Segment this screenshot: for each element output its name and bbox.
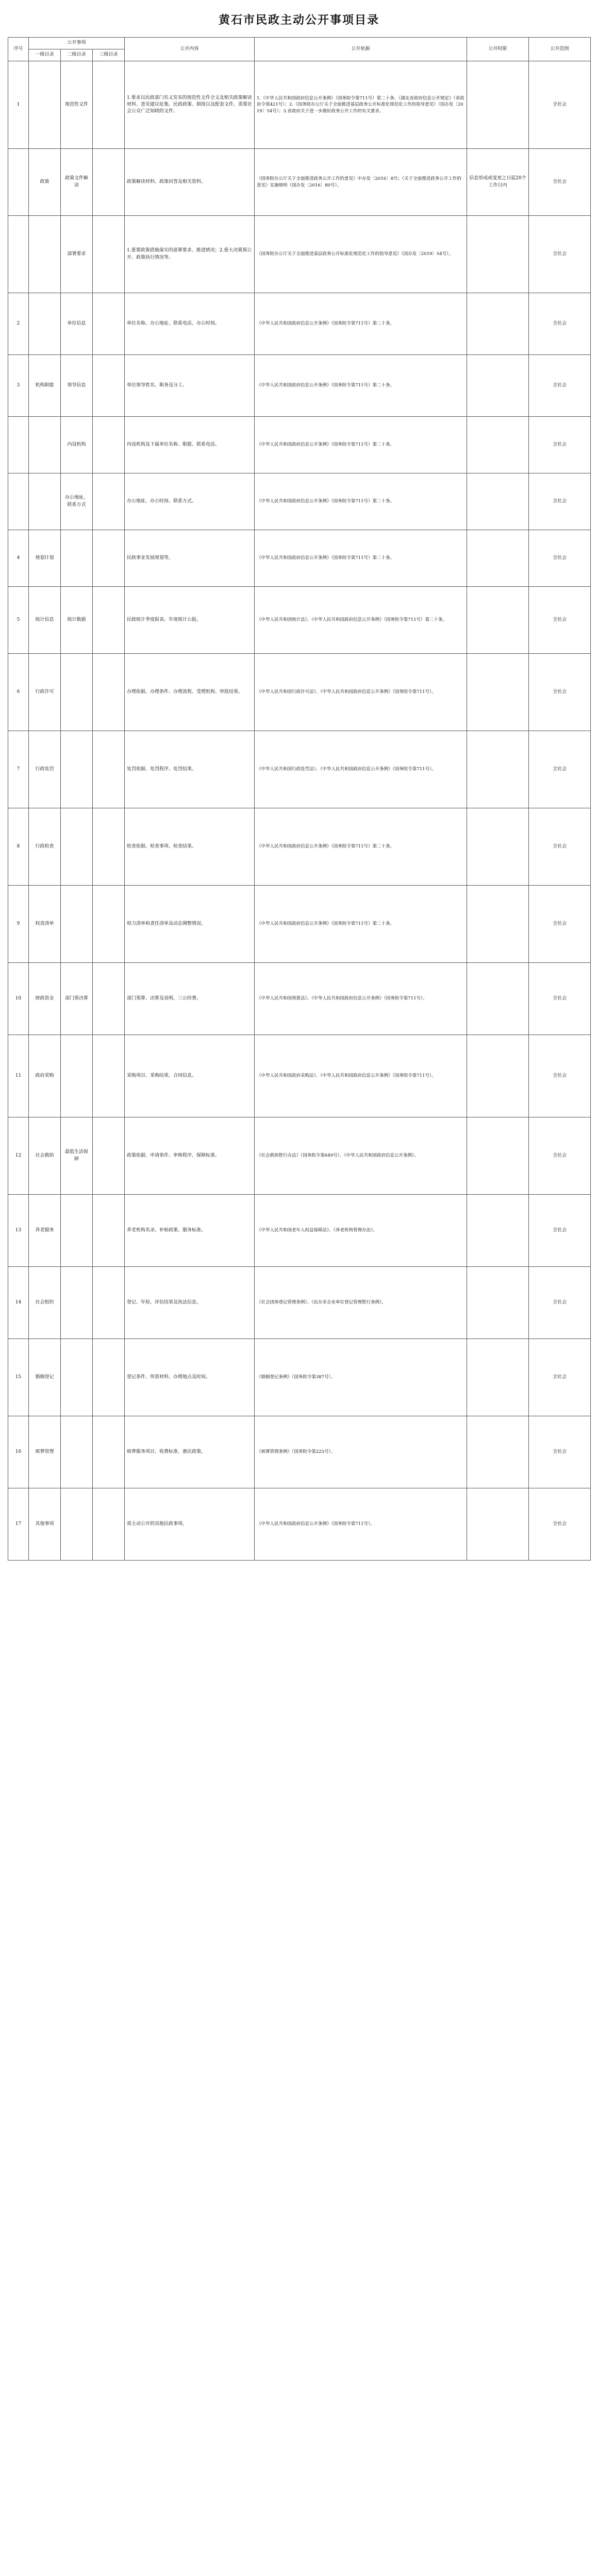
row-basis: 《中华人民共和国统计法》、《中华人民共和国政府信息公开条例》（国务院令第711号）第二十条。 <box>255 587 467 654</box>
row-level3 <box>93 1195 125 1267</box>
row-level3 <box>93 293 125 355</box>
row-scope: 全社会 <box>529 1035 591 1117</box>
header-content: 公开内容 <box>125 38 255 61</box>
row-basis: 《中华人民共和国政府信息公开条例》（国务院令第711号）第二十条。 <box>255 417 467 473</box>
row-basis: 《婚姻登记条例》（国务院令第387号）。 <box>255 1339 467 1416</box>
row-level2: 领导信息 <box>61 355 93 417</box>
table-row <box>8 1267 591 1339</box>
row-content: 单位领导姓名、职务及分工。 <box>125 355 255 417</box>
row-period <box>467 530 529 587</box>
row-period <box>467 1488 529 1561</box>
row-level1: 行政处罚 <box>29 731 61 808</box>
row-content: 1.重要政策措施落实的部署要求、推进情况；2.重大决策预公开、政策执行情况等。 <box>125 216 255 293</box>
row-content: 权力清单和责任清单及动态调整情况。 <box>125 886 255 963</box>
row-no: 15 <box>8 1339 29 1416</box>
row-level1: 殡葬管理 <box>29 1416 61 1488</box>
header-level1: 一级目录 <box>29 49 61 61</box>
disclosure-catalog-table <box>8 37 591 1561</box>
row-content: 办理依据、办理条件、办理流程、受理机构、审批结果。 <box>125 654 255 731</box>
row-period <box>467 1267 529 1339</box>
row-level3 <box>93 808 125 886</box>
row-no: 9 <box>8 886 29 963</box>
row-basis: 《社会团体登记管理条例》、《民办非企业单位登记管理暂行条例》。 <box>255 1267 467 1339</box>
header-items: 公开事项 <box>29 38 125 49</box>
page-title: 黄石市民政主动公开事项目录 <box>218 13 379 27</box>
row-basis: 《国务院办公厅关于全面推进政务公开工作的意见》中办发〔2016〕8号；《关于全面推进政务公开工作的意见》实施细则（国办发〔2016〕80号）。 <box>255 149 467 216</box>
table-row <box>8 530 591 587</box>
row-no: 4 <box>8 530 29 587</box>
row-scope: 全社会 <box>529 1339 591 1416</box>
row-content: 采购项目、采购结果、合同信息。 <box>125 1035 255 1117</box>
row-level3 <box>93 216 125 293</box>
table-row <box>8 1416 591 1488</box>
row-period <box>467 1416 529 1488</box>
row-no: 12 <box>8 1117 29 1195</box>
row-level1 <box>29 473 61 530</box>
row-level3 <box>93 417 125 473</box>
row-level1: 机构职能 <box>29 355 61 417</box>
row-period <box>467 1339 529 1416</box>
row-level3 <box>93 1488 125 1561</box>
row-level3 <box>93 886 125 963</box>
row-scope: 全社会 <box>529 963 591 1035</box>
row-scope: 全社会 <box>529 654 591 731</box>
row-level3 <box>93 1117 125 1195</box>
row-period <box>467 293 529 355</box>
row-level1: 婚姻登记 <box>29 1339 61 1416</box>
row-no <box>8 473 29 530</box>
row-level3 <box>93 731 125 808</box>
row-basis: 《中华人民共和国政府信息公开条例》（国务院令第711号）第二十条。 <box>255 293 467 355</box>
row-level3 <box>93 355 125 417</box>
row-content: 处罚依据、处罚程序、处罚结果。 <box>125 731 255 808</box>
row-scope: 全社会 <box>529 1117 591 1195</box>
row-period <box>467 963 529 1035</box>
row-scope: 全社会 <box>529 355 591 417</box>
table-row <box>8 1195 591 1267</box>
row-level2 <box>61 1195 93 1267</box>
row-level1: 财政资金 <box>29 963 61 1035</box>
row-basis: 《中华人民共和国政府信息公开条例》（国务院令第711号）第二十条。 <box>255 355 467 417</box>
row-level1: 养老服务 <box>29 1195 61 1267</box>
row-level3 <box>93 61 125 149</box>
row-level2: 单位信息 <box>61 293 93 355</box>
row-level3 <box>93 473 125 530</box>
row-basis: 《中华人民共和国政府信息公开条例》（国务院令第711号）第二十条。 <box>255 808 467 886</box>
row-scope: 全社会 <box>529 216 591 293</box>
row-scope: 全社会 <box>529 61 591 149</box>
row-basis: 《中华人民共和国行政许可法》、《中华人民共和国政府信息公开条例》（国务院令第711号）。 <box>255 654 467 731</box>
row-no <box>8 216 29 293</box>
table-row <box>8 731 591 808</box>
table-row <box>8 61 591 149</box>
row-level3 <box>93 149 125 216</box>
table-row <box>8 417 591 473</box>
table-body <box>8 61 591 1561</box>
row-period <box>467 355 529 417</box>
row-basis: 《中华人民共和国行政处罚法》、《中华人民共和国政府信息公开条例》（国务院令第711号）。 <box>255 731 467 808</box>
table-row <box>8 473 591 530</box>
row-level3 <box>93 530 125 587</box>
row-no: 7 <box>8 731 29 808</box>
table-row <box>8 963 591 1035</box>
row-basis: 《中华人民共和国老年人权益保障法》、《养老机构管理办法》。 <box>255 1195 467 1267</box>
row-basis: 《中华人民共和国政府采购法》、《中华人民共和国政府信息公开条例》（国务院令第711号）。 <box>255 1035 467 1117</box>
row-scope: 全社会 <box>529 1488 591 1561</box>
row-no: 5 <box>8 587 29 654</box>
row-content: 需主动公开的其他民政事项。 <box>125 1488 255 1561</box>
row-level2: 规范性文件 <box>61 61 93 149</box>
row-period <box>467 654 529 731</box>
header-basis: 公开依据 <box>255 38 467 61</box>
row-level2: 统计数据 <box>61 587 93 654</box>
row-content: 办公地址、办公时间、联系方式。 <box>125 473 255 530</box>
table-row <box>8 149 591 216</box>
row-level2 <box>61 1035 93 1117</box>
table-row <box>8 587 591 654</box>
row-period <box>467 61 529 149</box>
row-period <box>467 473 529 530</box>
header-row-top <box>8 38 591 49</box>
row-period <box>467 587 529 654</box>
header-period: 公开时限 <box>467 38 529 61</box>
row-level1: 政府采购 <box>29 1035 61 1117</box>
row-period <box>467 1035 529 1117</box>
row-content: 单位名称、办公地址、联系电话、办公时间。 <box>125 293 255 355</box>
row-basis: 《中华人民共和国政府信息公开条例》（国务院令第711号）。 <box>255 1488 467 1561</box>
row-content: 民政统计季度报表、年度统计公报。 <box>125 587 255 654</box>
row-scope: 全社会 <box>529 1416 591 1488</box>
row-content: 检查依据、检查事项、检查结果。 <box>125 808 255 886</box>
row-level1: 权责清单 <box>29 886 61 963</box>
row-level2: 政策文件解读 <box>61 149 93 216</box>
row-level2 <box>61 654 93 731</box>
row-level1: 统计信息 <box>29 587 61 654</box>
row-content: 登记条件、所需材料、办理地点及时间。 <box>125 1339 255 1416</box>
row-no: 8 <box>8 808 29 886</box>
row-basis: 《殡葬管理条例》（国务院令第225号）。 <box>255 1416 467 1488</box>
row-level3 <box>93 1339 125 1416</box>
row-basis: 1.《中华人民共和国政府信息公开条例》（国务院令第711号）第二十条、《湖北省政府信息公开规定》（省政府令第421号）；2.《国务院办公厅关于全面推进基层政务公开标准化规范化工作的指导意见》（国办发〔2019〕54号）；3.省政府关于进一步做好政务公开工作的有关要求。 <box>255 61 467 149</box>
row-no <box>8 417 29 473</box>
table-row <box>8 1117 591 1195</box>
row-scope: 全社会 <box>529 731 591 808</box>
table-row <box>8 355 591 417</box>
row-period <box>467 886 529 963</box>
row-no: 14 <box>8 1267 29 1339</box>
row-content: 部门预算、决算及说明，三公经费。 <box>125 963 255 1035</box>
row-level1: 其他事项 <box>29 1488 61 1561</box>
row-no: 13 <box>8 1195 29 1267</box>
row-scope: 全社会 <box>529 1195 591 1267</box>
row-scope: 全社会 <box>529 293 591 355</box>
row-level2: 办公地址、联系方式 <box>61 473 93 530</box>
row-scope: 全社会 <box>529 808 591 886</box>
row-no: 2 <box>8 293 29 355</box>
table-row <box>8 293 591 355</box>
row-level3 <box>93 1035 125 1117</box>
row-level2 <box>61 1267 93 1339</box>
row-level1 <box>29 293 61 355</box>
row-basis: 《中华人民共和国政府信息公开条例》（国务院令第711号）第二十条。 <box>255 530 467 587</box>
row-period <box>467 808 529 886</box>
row-scope: 全社会 <box>529 1267 591 1339</box>
row-level3 <box>93 1416 125 1488</box>
row-level2 <box>61 731 93 808</box>
row-level2 <box>61 886 93 963</box>
row-period: 信息形成或变更之日起20个工作日内 <box>467 149 529 216</box>
row-basis: 《国务院办公厅关于全面推进基层政务公开标准化规范化工作的指导意见》（国办发〔2019〕54号）。 <box>255 216 467 293</box>
header-scope: 公开范围 <box>529 38 591 61</box>
table-row <box>8 808 591 886</box>
row-scope: 全社会 <box>529 473 591 530</box>
row-level1: 社会救助 <box>29 1117 61 1195</box>
row-content: 政策依据、申请条件、审核程序、保障标准。 <box>125 1117 255 1195</box>
row-scope: 全社会 <box>529 886 591 963</box>
row-level3 <box>93 654 125 731</box>
row-level2: 内设机构 <box>61 417 93 473</box>
row-level3 <box>93 1267 125 1339</box>
row-basis: 《中华人民共和国预算法》、《中华人民共和国政府信息公开条例》（国务院令第711号）。 <box>255 963 467 1035</box>
row-no: 6 <box>8 654 29 731</box>
row-no: 10 <box>8 963 29 1035</box>
row-scope: 全社会 <box>529 587 591 654</box>
row-level1: 行政检查 <box>29 808 61 886</box>
row-content: 政策解读材料、政策问答及相关资料。 <box>125 149 255 216</box>
row-level1 <box>29 417 61 473</box>
row-level2 <box>61 530 93 587</box>
row-period <box>467 731 529 808</box>
row-period <box>467 1117 529 1195</box>
table-row <box>8 1488 591 1561</box>
row-content: 殡葬服务项目、收费标准、惠民政策。 <box>125 1416 255 1488</box>
table-row <box>8 1035 591 1117</box>
row-basis: 《社会救助暂行办法》（国务院令第649号）、《中华人民共和国政府信息公开条例》。 <box>255 1117 467 1195</box>
row-no: 1 <box>8 61 29 149</box>
row-content: 内设机构及下属单位名称、职能、联系电话。 <box>125 417 255 473</box>
row-content: 1.要求以民政部门名义发布的规范性文件全文及相关政策解读材料、意见建议征集、民政政策、制度以及配套文件，需要社会公众广泛知晓的文件。 <box>125 61 255 149</box>
row-level2: 最低生活保障 <box>61 1117 93 1195</box>
row-period <box>467 1195 529 1267</box>
table-row <box>8 216 591 293</box>
table-row <box>8 886 591 963</box>
row-no: 11 <box>8 1035 29 1117</box>
row-content: 登记、年检、评估结果及执法信息。 <box>125 1267 255 1339</box>
row-basis: 《中华人民共和国政府信息公开条例》（国务院令第711号）第二十条。 <box>255 473 467 530</box>
row-level2 <box>61 1488 93 1561</box>
row-scope: 全社会 <box>529 149 591 216</box>
row-content: 民政事业发展规划等。 <box>125 530 255 587</box>
row-basis: 《中华人民共和国政府信息公开条例》（国务院令第711号）第二十条。 <box>255 886 467 963</box>
header-level2: 二级目录 <box>61 49 93 61</box>
row-no <box>8 149 29 216</box>
row-no: 3 <box>8 355 29 417</box>
row-no: 16 <box>8 1416 29 1488</box>
row-level2 <box>61 1416 93 1488</box>
row-level3 <box>93 587 125 654</box>
row-level2 <box>61 808 93 886</box>
row-scope: 全社会 <box>529 417 591 473</box>
row-content: 养老机构名录、补贴政策、服务标准。 <box>125 1195 255 1267</box>
row-period <box>467 417 529 473</box>
table-row <box>8 1339 591 1416</box>
header-no: 序号 <box>8 38 29 61</box>
row-level3 <box>93 963 125 1035</box>
row-level2: 部署要求 <box>61 216 93 293</box>
row-level1: 社会组织 <box>29 1267 61 1339</box>
row-level1 <box>29 216 61 293</box>
row-level2: 部门预决算 <box>61 963 93 1035</box>
row-level1 <box>29 61 61 149</box>
row-period <box>467 216 529 293</box>
row-no: 17 <box>8 1488 29 1561</box>
table-row <box>8 654 591 731</box>
row-scope: 全社会 <box>529 530 591 587</box>
row-level1: 政策 <box>29 149 61 216</box>
row-level1: 行政许可 <box>29 654 61 731</box>
row-level1: 规划计划 <box>29 530 61 587</box>
header-level3: 三级目录 <box>93 49 125 61</box>
row-level2 <box>61 1339 93 1416</box>
